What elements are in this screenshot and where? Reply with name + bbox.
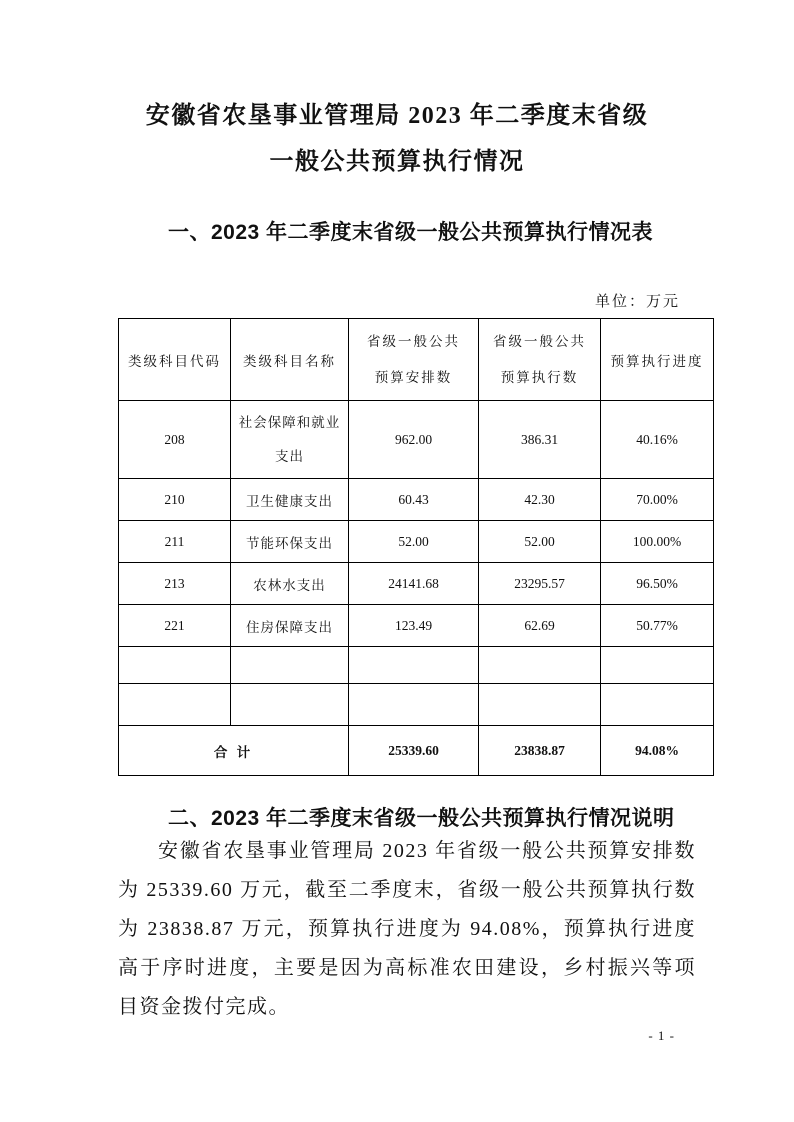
explanation-paragraph: 安徽省农垦事业管理局 2023 年省级一般公共预算安排数为 25339.60 万元，截至二季度末，省级一般公共预算执行数为 23838.87 万元，预算执行进度为 94.08%，预算执行进度高于序时进度，主要是因为高标准农田建设，乡村振兴等项目资金拨付完成。 xyxy=(118,840,696,1018)
empty-cell xyxy=(349,647,479,684)
cell-progress: 70.00% xyxy=(601,479,714,521)
header-budget-executed-text: 省级一般公共预算执行数 xyxy=(493,333,586,385)
cell-arranged: 123.49 xyxy=(349,605,479,647)
empty-cell xyxy=(349,684,479,726)
empty-cell xyxy=(601,684,714,726)
cell-code: 211 xyxy=(119,521,231,563)
cell-arranged: 962.00 xyxy=(349,401,479,479)
empty-cell xyxy=(601,647,714,684)
section2-heading: 二、2023 年二季度末省级一般公共预算执行情况说明 xyxy=(168,807,675,830)
cell-executed: 62.69 xyxy=(479,605,601,647)
cell-name xyxy=(231,401,349,479)
header-subject-name: 类级科目名称 xyxy=(231,319,349,401)
table-header-row xyxy=(119,319,714,401)
table-row xyxy=(119,563,714,605)
empty-cell xyxy=(479,684,601,726)
cell-name: 卫生健康支出 xyxy=(231,479,349,521)
page-number: - 1 - xyxy=(648,1028,675,1043)
cell-arranged: 60.43 xyxy=(349,479,479,521)
table-row xyxy=(119,479,714,521)
header-budget-executed xyxy=(479,319,601,401)
cell-name-text: 社会保障和就业支出 xyxy=(238,414,341,464)
cell-arranged: 24141.68 xyxy=(349,563,479,605)
table-row xyxy=(119,401,714,479)
total-executed: 23838.87 xyxy=(479,726,601,776)
total-arranged: 25339.60 xyxy=(349,726,479,776)
cell-code: 213 xyxy=(119,563,231,605)
header-budget-arranged-text: 省级一般公共预算安排数 xyxy=(367,333,460,385)
empty-cell xyxy=(231,647,349,684)
table-row xyxy=(119,605,714,647)
document-title xyxy=(0,93,794,185)
cell-executed: 386.31 xyxy=(479,401,601,479)
header-budget-arranged xyxy=(349,319,479,401)
table-row xyxy=(119,521,714,563)
empty-cell xyxy=(231,684,349,726)
cell-code: 208 xyxy=(119,401,231,479)
total-row xyxy=(119,726,714,776)
cell-arranged: 52.00 xyxy=(349,521,479,563)
empty-row xyxy=(119,647,714,684)
cell-name: 住房保障支出 xyxy=(231,605,349,647)
total-progress: 94.08% xyxy=(601,726,714,776)
cell-name: 节能环保支出 xyxy=(231,521,349,563)
header-subject-code: 类级科目代码 xyxy=(119,319,231,401)
empty-cell xyxy=(119,684,231,726)
empty-row xyxy=(119,684,714,726)
budget-table xyxy=(118,318,714,776)
title-line-1: 安徽省农垦事业管理局 2023 年二季度末省级 xyxy=(145,103,649,129)
total-label: 合 计 xyxy=(119,726,349,776)
cell-progress: 50.77% xyxy=(601,605,714,647)
section1-heading: 一、2023 年二季度末省级一般公共预算执行情况表 xyxy=(168,221,654,244)
unit-label: 单位：万元 xyxy=(594,294,680,310)
header-progress: 预算执行进度 xyxy=(601,319,714,401)
title-line-2: 一般公共预算执行情况 xyxy=(269,149,525,175)
cell-name: 农林水支出 xyxy=(231,563,349,605)
cell-code: 210 xyxy=(119,479,231,521)
cell-executed: 52.00 xyxy=(479,521,601,563)
cell-executed: 42.30 xyxy=(479,479,601,521)
empty-cell xyxy=(119,647,231,684)
cell-progress: 96.50% xyxy=(601,563,714,605)
cell-executed: 23295.57 xyxy=(479,563,601,605)
empty-cell xyxy=(479,647,601,684)
cell-progress: 40.16% xyxy=(601,401,714,479)
cell-progress: 100.00% xyxy=(601,521,714,563)
cell-code: 221 xyxy=(119,605,231,647)
